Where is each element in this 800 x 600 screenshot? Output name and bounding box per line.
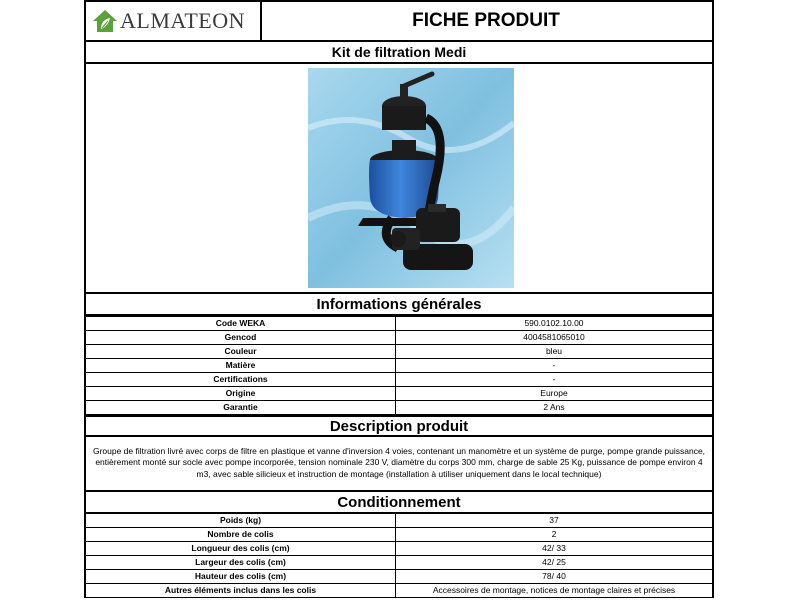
description-text: Groupe de filtration livré avec corps de filtre en plastique et vanne d'inversion 4 voies, contenant un manomètre et un système de purge, pompe grande puissance, entièrement monté sur socle avec pompe incorporée, tension nominale 230 V, diamètre du corps 300 mm, charge de sable 25 Kg, puissance de pompe environ 4 m3, avec sable silicieux et instruction de montage (installation à utiliser uniquement dans le local technique) (84, 436, 714, 492)
table-row: Nombre de colis 2 (85, 528, 713, 542)
table-row: Garantie 2 Ans (85, 401, 713, 415)
brand-logo (86, 2, 262, 40)
product-photo (308, 68, 514, 288)
description-title: Description produit (84, 415, 714, 437)
general-info-title: Informations générales (84, 294, 714, 316)
table-row: Poids (kg) 37 (85, 514, 713, 528)
table-row: Certifications - (85, 373, 713, 387)
table-row: Gencod 4004581065010 (85, 331, 713, 345)
general-info-table (84, 316, 714, 415)
table-row: Matière - (85, 359, 713, 373)
table-row: Couleur bleu (85, 345, 713, 359)
house-leaf-icon (92, 8, 118, 34)
table-row: Hauteur des colis (cm) 78/ 40 (85, 570, 713, 584)
photo-area (84, 64, 714, 294)
product-sheet (84, 0, 714, 600)
table-row: Longueur des colis (cm) 42/ 33 (85, 542, 713, 556)
sheet-header (84, 0, 714, 42)
packaging-title: Conditionnement (84, 492, 714, 514)
product-name: Kit de filtration Medi (84, 42, 714, 64)
packaging-table (84, 513, 714, 598)
table-row: Autres éléments inclus dans les colis Accessoires de montage, notices de montage claires et précises (85, 584, 713, 598)
table-row: Code WEKA 590.0102.10.00 (85, 317, 713, 331)
table-row: Largeur des colis (cm) 42/ 25 (85, 556, 713, 570)
brand-name: ALMATEON (120, 8, 245, 33)
table-row: Origine Europe (85, 387, 713, 401)
page-title: FICHE PRODUIT (412, 10, 560, 31)
